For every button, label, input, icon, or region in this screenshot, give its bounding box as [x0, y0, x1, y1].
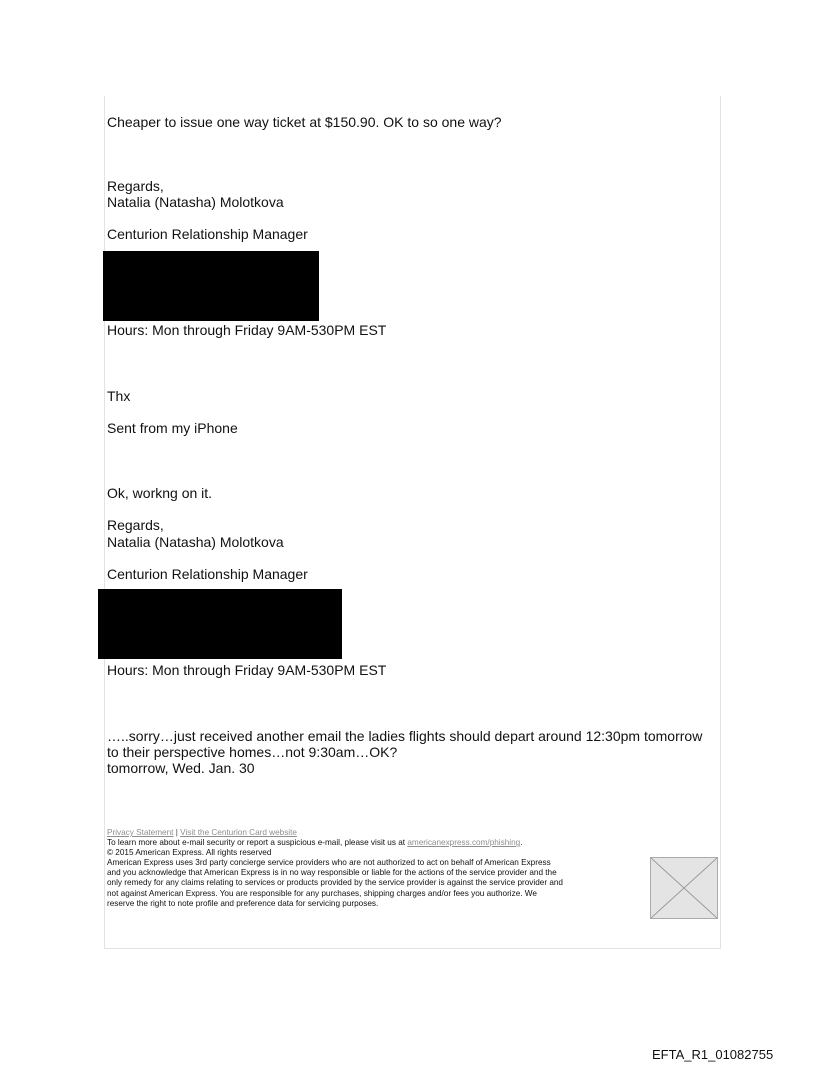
- document-id: EFTA_R1_01082755: [652, 1047, 774, 1062]
- signature-title: Centurion Relationship Manager: [107, 566, 308, 582]
- signature-regards: Regards,: [107, 178, 164, 194]
- broken-image-placeholder-icon: [650, 857, 718, 919]
- disclaimer-line: only remedy for any claims relating to services or products provided by the service provider is against the service provider and: [107, 878, 563, 888]
- message-body-text: …..sorry…just received another email the ladies flights should depart around 12:30pm tomorrow to their perspective homes…not 9:30am…OK?: [107, 728, 703, 760]
- disclaimer-line: reserve the right to note profile and preference data for servicing purposes.: [107, 898, 379, 908]
- signature-title: Centurion Relationship Manager: [107, 226, 308, 242]
- privacy-statement-link[interactable]: Privacy Statement: [107, 828, 174, 837]
- signature-hours: Hours: Mon through Friday 9AM-530PM EST: [107, 662, 387, 678]
- email-frame: [104, 96, 721, 949]
- disclaimer-line: not against American Express. You are responsible for any purchases, shipping charges and/or fees you authorize. We: [107, 888, 537, 898]
- redaction-block: [103, 251, 319, 321]
- signature-name: Natalia (Natasha) Molotkova: [107, 194, 284, 210]
- copyright-text: © 2015 American Express. All rights reserved: [107, 848, 272, 858]
- message-line: Cheaper to issue one way ticket at $150.90. OK to so one way?: [107, 114, 502, 130]
- signature-regards: Regards,: [107, 517, 164, 533]
- signature-name: Natalia (Natasha) Molotkova: [107, 534, 284, 550]
- email-footer: [107, 828, 652, 909]
- message-line: Thx: [107, 388, 131, 404]
- signature-hours: Hours: Mon through Friday 9AM-530PM EST: [107, 322, 387, 338]
- phishing-link[interactable]: americanexpress.com/phishing: [407, 838, 521, 848]
- link-separator: |: [175, 828, 178, 837]
- disclaimer-line: American Express uses 3rd party concierge service providers who are not authorized to act on behalf of American Express: [107, 858, 551, 868]
- redaction-block: [98, 589, 342, 659]
- message-date-line: tomorrow, Wed. Jan. 30: [107, 760, 255, 776]
- security-text: To learn more about e-mail security or report a suspicious e-mail, please visit us at: [107, 838, 406, 848]
- centurion-website-link[interactable]: Visit the Centurion Card website: [180, 828, 297, 837]
- disclaimer-line: and you acknowledge that American Express is in no way responsible or liable for the actions of the service provider and the: [107, 868, 557, 878]
- security-period: .: [520, 838, 523, 848]
- sent-from-line: Sent from my iPhone: [107, 420, 238, 436]
- message-line: Ok, workng on it.: [107, 485, 213, 501]
- message-body: [107, 728, 712, 776]
